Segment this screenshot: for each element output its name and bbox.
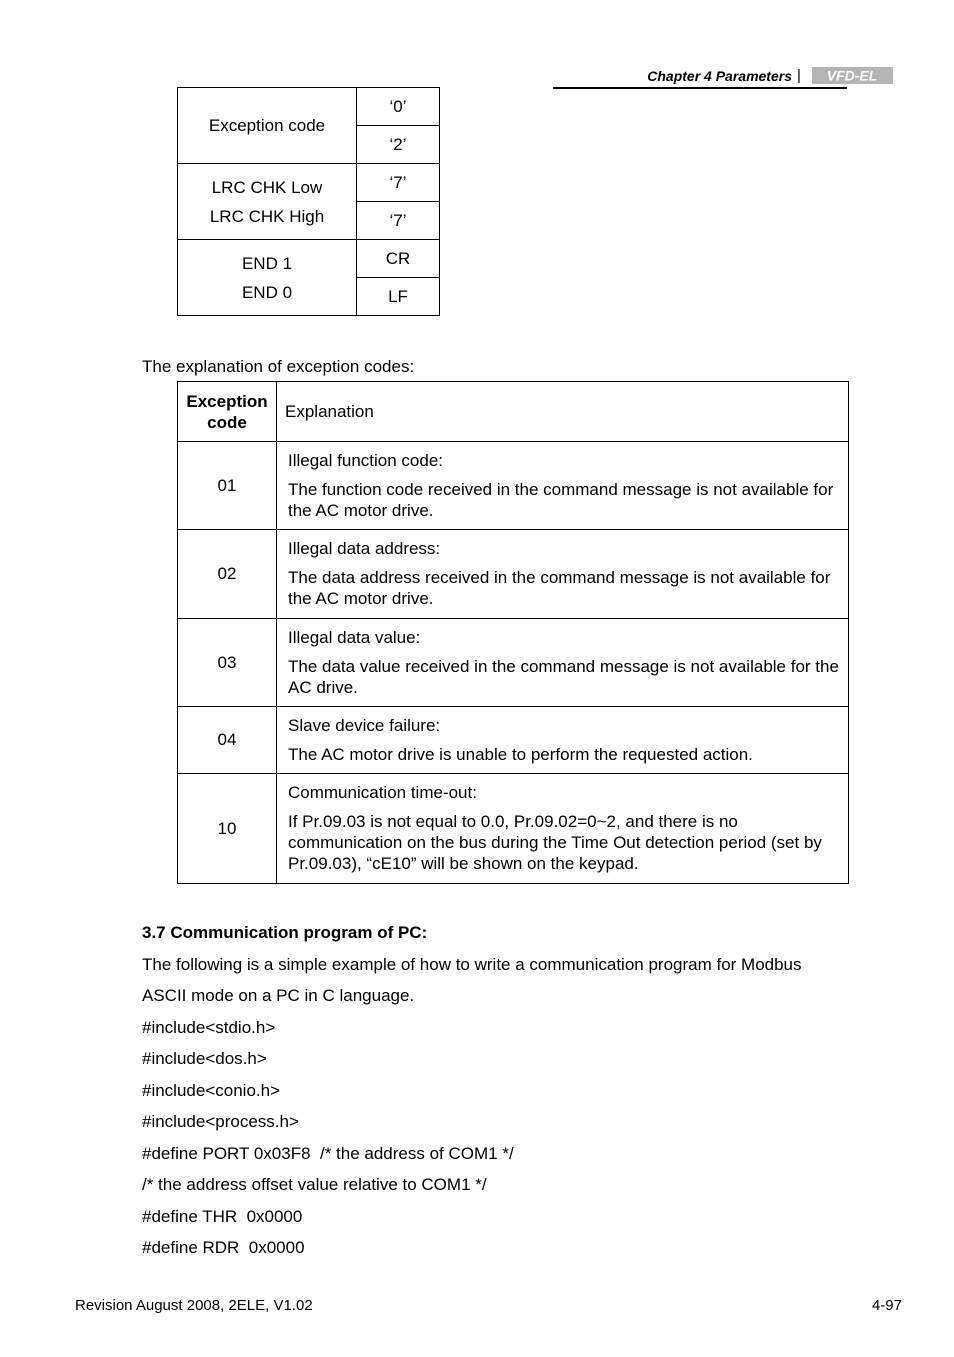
table-row <box>178 530 849 619</box>
field-value: ‘2’ <box>357 126 440 164</box>
exception-code: 01 <box>178 442 277 530</box>
field-label: Exception code <box>178 88 357 164</box>
code-line: #include<process.h> <box>142 1112 299 1131</box>
field-label: END 1 END 0 <box>178 240 357 316</box>
exception-description: If Pr.09.03 is not equal to 0.0, Pr.09.02=0~2, and there is no communication on the bus during the Time Out detection period (set by Pr.09.03), “cE10” will be shown on the keypad. <box>288 812 822 873</box>
code-line: /* the address offset value relative to COM1 */ <box>142 1175 487 1194</box>
code-line: #include<conio.h> <box>142 1081 281 1100</box>
table-row <box>178 164 440 202</box>
code-line: #include<dos.h> <box>142 1049 267 1068</box>
table-row <box>178 88 440 126</box>
exception-code: 02 <box>178 530 277 619</box>
code-line: #define PORT 0x03F8 /* the address of COM1 */ <box>142 1144 514 1163</box>
exception-code: 10 <box>178 774 277 884</box>
table-row <box>178 442 849 530</box>
exception-title: Communication time-out: <box>288 783 477 802</box>
exception-title: Illegal function code: <box>288 451 443 470</box>
exception-explanation <box>277 774 849 884</box>
text-line: ASCII mode on a PC in C language. <box>142 986 415 1005</box>
section-heading: 3.7 Communication program of PC: <box>142 923 428 942</box>
column-header-code: Exception code <box>178 382 277 442</box>
exception-code: 03 <box>178 619 277 707</box>
exception-description: The function code received in the command message is not available for the AC motor drive. <box>288 480 834 520</box>
table-header-row <box>178 382 849 442</box>
frame-table <box>177 87 440 316</box>
table-row <box>178 707 849 774</box>
table-row <box>178 619 849 707</box>
field-label: LRC CHK Low LRC CHK High <box>178 164 357 240</box>
code-line: #define THR 0x0000 <box>142 1207 303 1226</box>
code-line: #define RDR 0x0000 <box>142 1238 305 1257</box>
page-number: 4-97 <box>871 1297 902 1314</box>
field-value: CR <box>357 240 440 278</box>
code-line: #include<stdio.h> <box>142 1018 276 1037</box>
exception-title: Illegal data address: <box>288 539 441 558</box>
header-separator: | <box>797 67 801 84</box>
exception-explanation <box>277 442 849 530</box>
text-line: The following is a simple example of how to write a communication program for Modbus <box>142 955 802 974</box>
exception-table <box>177 381 849 884</box>
field-value: LF <box>357 278 440 316</box>
exception-description: The data value received in the command message is not available for the AC drive. <box>288 657 839 697</box>
exception-caption: The explanation of exception codes: <box>142 357 415 376</box>
exception-title: Illegal data value: <box>288 628 421 647</box>
exception-title: Slave device failure: <box>288 716 441 735</box>
exception-explanation <box>277 530 849 619</box>
vfd-el-logo <box>812 67 893 84</box>
table-row <box>178 240 440 278</box>
header-rule <box>553 87 847 89</box>
exception-description: The data address received in the command message is not available for the AC motor drive. <box>288 568 831 608</box>
exception-explanation <box>277 707 849 774</box>
exception-code: 04 <box>178 707 277 774</box>
table-row <box>178 774 849 884</box>
exception-description: The AC motor drive is unable to perform the requested action. <box>288 745 753 764</box>
field-value: ‘7’ <box>357 202 440 240</box>
chapter-title: Chapter 4 Parameters <box>647 68 792 84</box>
field-value: ‘7’ <box>357 164 440 202</box>
revision-note: Revision August 2008, 2ELE, V1.02 <box>75 1297 313 1314</box>
column-header-explanation: Explanation <box>277 382 849 442</box>
logo-text: VFD-EL <box>826 67 878 84</box>
exception-explanation <box>277 619 849 707</box>
field-value: ‘0’ <box>357 88 440 126</box>
